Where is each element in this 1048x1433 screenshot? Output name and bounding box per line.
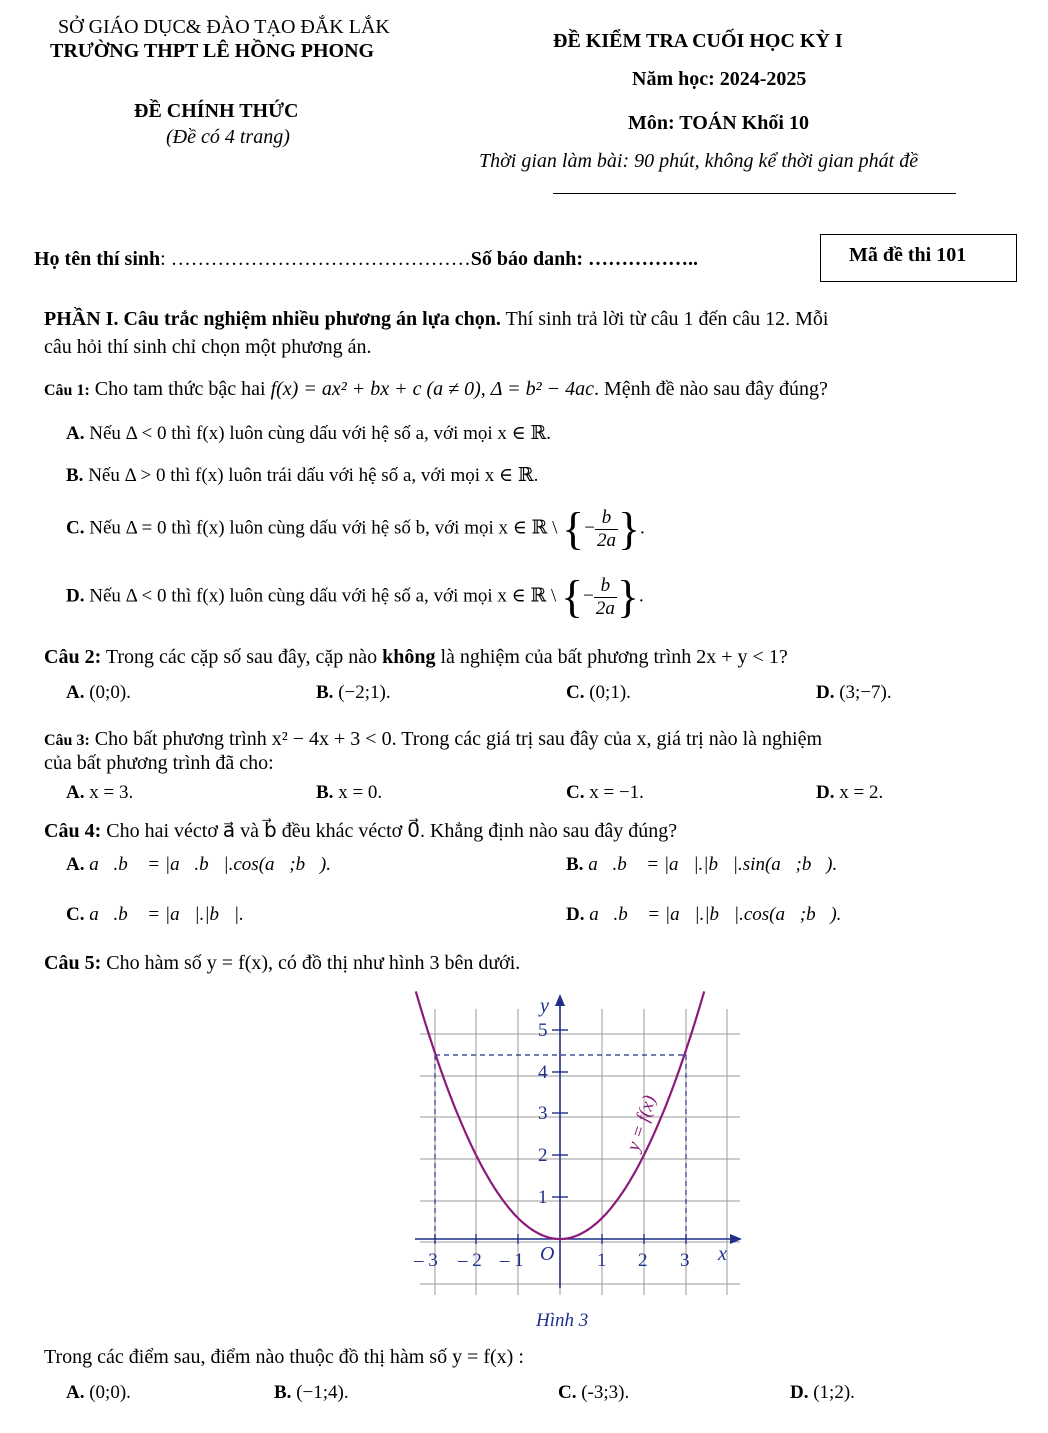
q5-label: Câu 5: <box>44 952 102 974</box>
q5-option-d[interactable] <box>790 1382 855 1404</box>
school-year: Năm học: 2024-2025 <box>632 68 807 90</box>
q3-option-b-letter: B. <box>316 782 334 803</box>
x-tick-label: – 1 <box>500 1250 524 1271</box>
q1-d-frac-num: b <box>594 575 617 598</box>
q1-option-c-text: Nếu Δ = 0 thì f(x) luôn cùng dấu với hệ số b, với mọi x ∈ ℝ \ <box>84 517 563 539</box>
q2-label: Câu 2: <box>44 646 102 668</box>
axes <box>415 1002 733 1288</box>
q4-option-d[interactable] <box>566 904 841 926</box>
x-tick-label: – 3 <box>414 1250 438 1271</box>
q1-option-c[interactable]: C. Nếu Δ = 0 thì f(x) luôn cùng dấu với hệ số b, với mọi x ∈ ℝ \ {− $\frac{b}{2a}$ }. <box>66 503 645 554</box>
q3-option-a[interactable] <box>66 782 133 804</box>
exam-code: Mã đề thi 101 <box>849 244 967 266</box>
q3-option-b[interactable] <box>316 782 382 804</box>
q2-stem-end: là nghiệm của bất phương trình 2x + y < 1? <box>435 646 788 668</box>
q2-option-b[interactable] <box>316 682 391 704</box>
candidate-line <box>34 248 698 271</box>
q1-option-b-letter: B. <box>66 465 84 486</box>
exam-code-box <box>820 234 1017 282</box>
q1-option-a[interactable] <box>66 422 551 445</box>
q5-option-d-text: (1;2). <box>808 1382 855 1403</box>
q4-option-b[interactable] <box>566 854 837 876</box>
official-label: ĐỀ CHÍNH THỨC <box>134 100 299 122</box>
question-5 <box>44 952 520 975</box>
pages-note: (Đề có 4 trang) <box>166 126 290 148</box>
question-4 <box>44 818 677 843</box>
question-1 <box>44 378 828 401</box>
q3-stem: Cho bất phương trình x² − 4x + 3 < 0. Trong các giá trị sau đây của x, giá trị nào là nghiệm <box>89 728 823 750</box>
q3-stem-line2: của bất phương trình đã cho: <box>44 752 274 774</box>
q1-option-d-letter: D. <box>66 585 85 607</box>
id-dots: …………….. <box>583 248 698 270</box>
q1-c-frac-den: 2a <box>596 529 616 551</box>
part1-title: PHẦN I. Câu trắc nghiệm nhiều phương án lựa chọn. <box>44 308 501 330</box>
question-3 <box>44 728 822 751</box>
curve-label: y = f(x) <box>622 1092 661 1154</box>
x-tick-label: 2 <box>638 1250 648 1271</box>
y-axis-arrow-icon <box>555 994 565 1006</box>
question-2 <box>44 646 788 669</box>
q1-option-a-text: Nếu Δ < 0 thì f(x) luôn cùng dấu với hệ số a, với mọi x ∈ ℝ. <box>84 423 552 444</box>
q5-option-a-letter: A. <box>66 1382 85 1403</box>
q4-option-b-letter: B. <box>566 854 584 875</box>
x-tick-label: 3 <box>680 1250 690 1271</box>
q1-option-c-letter: C. <box>66 517 85 539</box>
q5-option-b[interactable] <box>274 1382 349 1404</box>
q3-option-a-letter: A. <box>66 782 85 803</box>
q4-option-d-letter: D. <box>566 904 585 925</box>
q1-formula: f(x) = ax² + bx + c (a ≠ 0), Δ = b² − 4ac <box>270 378 594 400</box>
q2-stem: Trong các cặp số sau đây, cặp nào <box>101 646 383 668</box>
q3-option-c[interactable] <box>566 782 644 804</box>
q3-option-c-letter: C. <box>566 782 585 803</box>
q4-option-a-text: a⃗.b⃗ = |a⃗.b⃗|.cos(a⃗;b⃗). <box>84 854 331 875</box>
school-name: TRƯỜNG THPT LÊ HỒNG PHONG <box>50 40 375 62</box>
exam-time: Thời gian làm bài: 90 phút, không kể thời gian phát đề <box>479 150 919 172</box>
x-axis-label: x <box>718 1243 727 1265</box>
q5-option-a-text: (0;0). <box>84 1382 131 1403</box>
part1-heading <box>44 308 828 331</box>
q2-option-a-letter: A. <box>66 682 85 703</box>
y-axis-label: y <box>540 995 549 1017</box>
q1-option-b[interactable] <box>66 464 538 487</box>
subject: Môn: TOÁN Khối 10 <box>628 112 809 134</box>
y-tick-label: 1 <box>538 1187 548 1208</box>
q5-option-c-letter: C. <box>558 1382 577 1403</box>
q2-option-b-letter: B. <box>316 682 334 703</box>
name-dots: : ……………………………………… <box>160 248 471 270</box>
dept-name: SỞ GIÁO DỤC& ĐÀO TẠO ĐẮK LẮK <box>58 16 390 38</box>
q4-label: Câu 4: <box>44 820 102 842</box>
q4-option-c[interactable] <box>66 904 244 926</box>
q3-option-d-letter: D. <box>816 782 835 803</box>
y-tick-label: 3 <box>538 1103 548 1124</box>
exam-title: ĐỀ KIỂM TRA CUỐI HỌC KỲ I <box>553 30 843 52</box>
q5-option-a[interactable] <box>66 1382 131 1404</box>
parabola-figure <box>400 990 760 1340</box>
q5-option-d-letter: D. <box>790 1382 809 1403</box>
origin-label: O <box>540 1243 555 1265</box>
q2-option-c-letter: C. <box>566 682 585 703</box>
q4-option-d-text: a⃗.b⃗ = |a⃗|.|b⃗|.cos(a⃗;b⃗). <box>584 904 842 925</box>
q2-option-b-text: (−2;1). <box>333 682 391 703</box>
q2-option-d-text: (3;−7). <box>834 682 892 703</box>
q5-question: Trong các điểm sau, điểm nào thuộc đồ thị hàm số y = f(x) : <box>44 1346 524 1368</box>
q5-option-b-text: (−1;4). <box>291 1382 349 1403</box>
q2-option-d-letter: D. <box>816 682 835 703</box>
figure-caption: Hình 3 <box>536 1310 589 1331</box>
y-tick-label: 2 <box>538 1145 548 1166</box>
header-divider <box>553 193 956 194</box>
q4-option-b-text: a⃗.b⃗ = |a⃗|.|b⃗|.sin(a⃗;b⃗). <box>583 854 838 875</box>
q1-d-frac-den: 2a <box>595 597 615 619</box>
q4-option-a[interactable] <box>66 854 331 876</box>
q3-option-d-text: x = 2. <box>834 782 884 803</box>
q3-option-b-text: x = 0. <box>333 782 383 803</box>
q2-option-c-text: (0;1). <box>584 682 631 703</box>
q5-option-b-letter: B. <box>274 1382 292 1403</box>
q3-option-c-text: x = −1. <box>584 782 644 803</box>
part1-desc-line2: câu hỏi thí sinh chỉ chọn một phương án. <box>44 336 372 358</box>
q5-option-c[interactable] <box>558 1382 629 1404</box>
q1-label: Câu 1: <box>44 382 90 399</box>
q1-c-frac-num: b <box>595 507 618 530</box>
q2-option-d[interactable] <box>816 682 892 704</box>
q1-stem: Cho tam thức bậc hai <box>89 378 271 400</box>
y-tick-label: 4 <box>538 1062 548 1083</box>
q1-option-a-letter: A. <box>66 423 85 444</box>
q3-option-d[interactable] <box>816 782 883 804</box>
x-tick-label: 1 <box>597 1250 607 1271</box>
q1-option-d[interactable]: D. Nếu Δ < 0 thì f(x) luôn cùng dấu với hệ số a, với mọi x ∈ ℝ \ {− $\frac{b}{2a}$ }. <box>66 571 644 622</box>
q2-option-a-text: (0;0). <box>84 682 131 703</box>
q2-option-c[interactable] <box>566 682 631 704</box>
y-tick-label: 5 <box>538 1020 548 1041</box>
id-label: Số báo danh: <box>470 248 583 270</box>
q1-option-b-text: Nếu Δ > 0 thì f(x) luôn trái dấu với hệ số a, với mọi x ∈ ℝ. <box>83 465 539 486</box>
q3-option-a-text: x = 3. <box>84 782 134 803</box>
q5-stem: Cho hàm số y = f(x), có đồ thị như hình 3 bên dưới. <box>101 952 521 974</box>
x-tick-label: – 2 <box>458 1250 482 1271</box>
q2-option-a[interactable] <box>66 682 131 704</box>
q3-label: Câu 3: <box>44 732 90 749</box>
q4-option-c-letter: C. <box>66 904 85 925</box>
name-label: Họ tên thí sinh <box>34 248 161 270</box>
q4-option-a-letter: A. <box>66 854 85 875</box>
q2-stem-bold: không <box>382 646 436 668</box>
q5-option-c-text: (-3;3). <box>576 1382 630 1403</box>
q1-option-d-text: Nếu Δ < 0 thì f(x) luôn cùng dấu với hệ số a, với mọi x ∈ ℝ \ <box>84 585 562 607</box>
part1-desc: Thí sinh trả lời từ câu 1 đến câu 12. Mỗi <box>500 308 829 330</box>
q1-stem-end: . Mệnh đề nào sau đây đúng? <box>594 378 828 400</box>
q4-stem: Cho hai véctơ a⃗ và b⃗ đều khác véctơ 0⃗. Khẳng định nào sau đây đúng? <box>101 820 678 842</box>
q4-option-c-text: a⃗.b⃗ = |a⃗|.|b⃗|. <box>84 904 244 925</box>
